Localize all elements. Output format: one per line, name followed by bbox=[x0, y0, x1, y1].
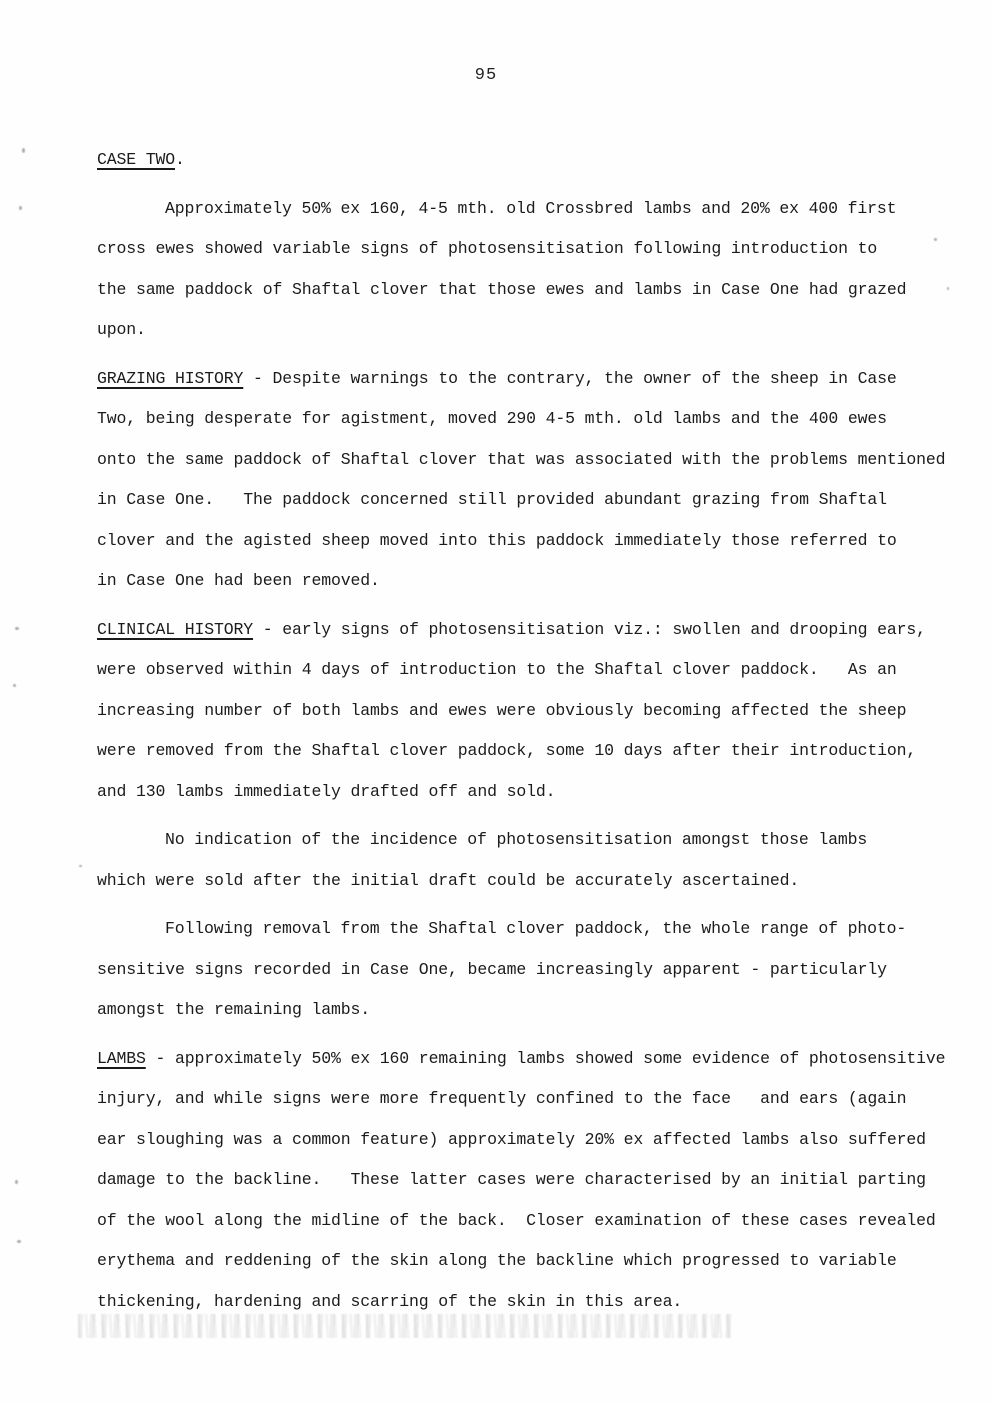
section-heading-line bbox=[97, 140, 982, 181]
text-line bbox=[97, 440, 982, 481]
section-heading: LAMBS bbox=[97, 1048, 146, 1068]
text-line bbox=[97, 731, 982, 772]
scan-artifact bbox=[15, 1180, 18, 1184]
text-line bbox=[97, 480, 982, 521]
scan-artifact bbox=[13, 684, 16, 687]
scan-noise-band bbox=[78, 1314, 733, 1338]
text-line bbox=[97, 691, 982, 732]
line-text: . bbox=[175, 150, 185, 169]
text-line bbox=[97, 1241, 982, 1282]
text-line bbox=[97, 1079, 982, 1120]
line-text: - Despite warnings to the contrary, the owner of the sheep in Case bbox=[243, 368, 897, 388]
text-line bbox=[97, 561, 982, 602]
section-heading: CLINICAL HISTORY bbox=[97, 619, 254, 639]
line-text: increasing number of both lambs and ewes were obviously becoming affected the sheep bbox=[97, 700, 907, 720]
text-line bbox=[97, 189, 982, 230]
page-number: 95 bbox=[474, 66, 498, 85]
line-text: onto the same paddock of Shaftal clover that was associated with the problems mentioned bbox=[97, 449, 946, 469]
scan-artifact bbox=[22, 148, 25, 153]
section-heading-line bbox=[97, 610, 982, 651]
line-text: which were sold after the initial draft could be accurately ascertained. bbox=[97, 870, 800, 890]
line-text: the same paddock of Shaftal clover that those ewes and lambs in Case One had grazed bbox=[97, 279, 907, 299]
document-body bbox=[97, 140, 982, 1322]
line-text: upon. bbox=[97, 320, 146, 339]
line-text: - early signs of photosensitisation viz.: swollen and drooping ears, bbox=[253, 619, 926, 639]
text-line bbox=[97, 990, 982, 1031]
line-text: cross ewes showed variable signs of photosensitisation following introduction to bbox=[97, 239, 878, 258]
line-text: Approximately 50% ex 160, 4-5 mth. old Crossbred lambs and 20% ex 400 first bbox=[165, 198, 897, 218]
scan-artifact bbox=[15, 627, 19, 630]
section-heading-line bbox=[97, 359, 982, 400]
scan-artifact bbox=[947, 287, 949, 290]
section-heading-line bbox=[97, 1039, 982, 1080]
text-line bbox=[97, 909, 982, 950]
line-text: were observed within 4 days of introduction to the Shaftal clover paddock. As an bbox=[97, 660, 897, 679]
text-line bbox=[97, 820, 982, 861]
line-text: of the wool along the midline of the back. Closer examination of these cases revealed bbox=[97, 1210, 936, 1230]
scan-artifact bbox=[934, 238, 937, 241]
text-line bbox=[97, 399, 982, 440]
line-text: erythema and reddening of the skin along the backline which progressed to variable bbox=[97, 1251, 897, 1270]
text-line bbox=[97, 772, 982, 813]
text-line bbox=[97, 650, 982, 691]
text-line bbox=[97, 950, 982, 991]
line-text: were removed from the Shaftal clover paddock, some 10 days after their introduction, bbox=[97, 741, 917, 760]
text-line bbox=[97, 1160, 982, 1201]
text-line bbox=[97, 229, 982, 270]
section-heading: GRAZING HISTORY bbox=[97, 368, 244, 388]
line-text: No indication of the incidence of photosensitisation amongst those lambs bbox=[165, 830, 868, 849]
line-text: clover and the agisted sheep moved into this paddock immediately those referred to bbox=[97, 530, 897, 550]
line-text: injury, and while signs were more frequently confined to the face and ears (again bbox=[97, 1089, 907, 1108]
line-text: Two, being desperate for agistment, moved 290 4-5 mth. old lambs and the 400 ewes bbox=[97, 409, 887, 428]
line-text: thickening, hardening and scarring of the skin in this area. bbox=[97, 1291, 683, 1311]
line-text: in Case One. The paddock concerned still provided abundant grazing from Shaftal bbox=[97, 490, 887, 509]
line-text: and 130 lambs immediately drafted off and sold. bbox=[97, 781, 556, 801]
text-line bbox=[97, 521, 982, 562]
text-line bbox=[97, 861, 982, 902]
line-text: - approximately 50% ex 160 remaining lambs showed some evidence of photosensitive bbox=[145, 1048, 946, 1068]
text-line bbox=[97, 1201, 982, 1242]
line-text: amongst the remaining lambs. bbox=[97, 1000, 371, 1019]
scan-artifact bbox=[19, 206, 22, 210]
line-text: ear sloughing was a common feature) approximately 20% ex affected lambs also suffered bbox=[97, 1129, 926, 1149]
line-text: Following removal from the Shaftal clover paddock, the whole range of photo- bbox=[165, 919, 907, 938]
text-line bbox=[97, 270, 982, 311]
line-text: damage to the backline. These latter cases were characterised by an initial parting bbox=[97, 1170, 926, 1189]
text-line bbox=[97, 310, 982, 351]
scan-artifact bbox=[79, 865, 82, 867]
section-heading: CASE TWO bbox=[97, 150, 176, 169]
text-line bbox=[97, 1120, 982, 1161]
scan-artifact bbox=[17, 1240, 21, 1243]
line-text: sensitive signs recorded in Case One, became increasingly apparent - particularly bbox=[97, 959, 887, 979]
line-text: in Case One had been removed. bbox=[97, 571, 380, 590]
